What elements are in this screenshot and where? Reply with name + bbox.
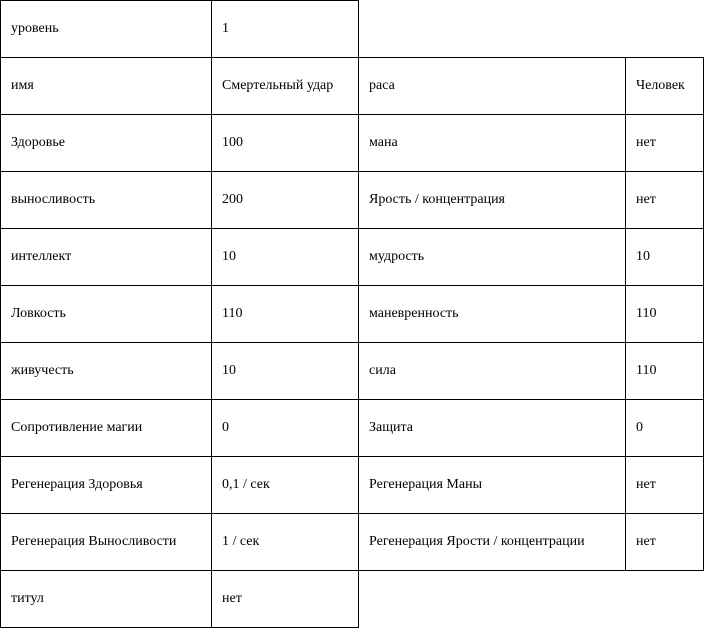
table-row <box>1 115 704 172</box>
stat-label: имя <box>1 58 212 115</box>
table-row-title <box>1 571 704 628</box>
stat-value: 100 <box>212 115 359 172</box>
table-row <box>1 457 704 514</box>
empty-cell <box>359 1 704 58</box>
stat-label: Ловкость <box>1 286 212 343</box>
stat-value: Смертельный удар <box>212 58 359 115</box>
stat-value: 200 <box>212 172 359 229</box>
stat-value: 110 <box>626 286 704 343</box>
table-row <box>1 400 704 457</box>
stat-value: нет <box>626 457 704 514</box>
stat-label: сила <box>359 343 626 400</box>
stat-value: 1 / сек <box>212 514 359 571</box>
stat-label: Регенерация Выносливости <box>1 514 212 571</box>
level-label: уровень <box>1 1 212 58</box>
stat-value: 110 <box>212 286 359 343</box>
stat-label: выносливость <box>1 172 212 229</box>
stat-label: Ярость / концентрация <box>359 172 626 229</box>
stat-label: интеллект <box>1 229 212 286</box>
stat-value: 10 <box>626 229 704 286</box>
stat-value: 0,1 / сек <box>212 457 359 514</box>
stat-label: Регенерация Маны <box>359 457 626 514</box>
table-row <box>1 514 704 571</box>
stat-label: Регенерация Ярости / концентрации <box>359 514 626 571</box>
table-row <box>1 172 704 229</box>
title-value: нет <box>212 571 359 628</box>
stat-label: мудрость <box>359 229 626 286</box>
stat-value: нет <box>626 115 704 172</box>
table-row-level <box>1 1 704 58</box>
table-row <box>1 58 704 115</box>
stat-value: нет <box>626 172 704 229</box>
stat-value: Человек <box>626 58 704 115</box>
title-label: титул <box>1 571 212 628</box>
stat-label: Регенерация Здоровья <box>1 457 212 514</box>
stat-label: маневренность <box>359 286 626 343</box>
stat-value: 0 <box>212 400 359 457</box>
table-row <box>1 286 704 343</box>
stat-value: 110 <box>626 343 704 400</box>
stat-value: 0 <box>626 400 704 457</box>
stat-value: 10 <box>212 229 359 286</box>
stat-label: Здоровье <box>1 115 212 172</box>
stat-label: раса <box>359 58 626 115</box>
empty-cell <box>359 571 704 628</box>
stat-label: Защита <box>359 400 626 457</box>
stat-label: мана <box>359 115 626 172</box>
stat-value: 10 <box>212 343 359 400</box>
stat-label: живучесть <box>1 343 212 400</box>
table-row <box>1 229 704 286</box>
table-row <box>1 343 704 400</box>
stat-label: Сопротивление магии <box>1 400 212 457</box>
level-value: 1 <box>212 1 359 58</box>
stat-value: нет <box>626 514 704 571</box>
